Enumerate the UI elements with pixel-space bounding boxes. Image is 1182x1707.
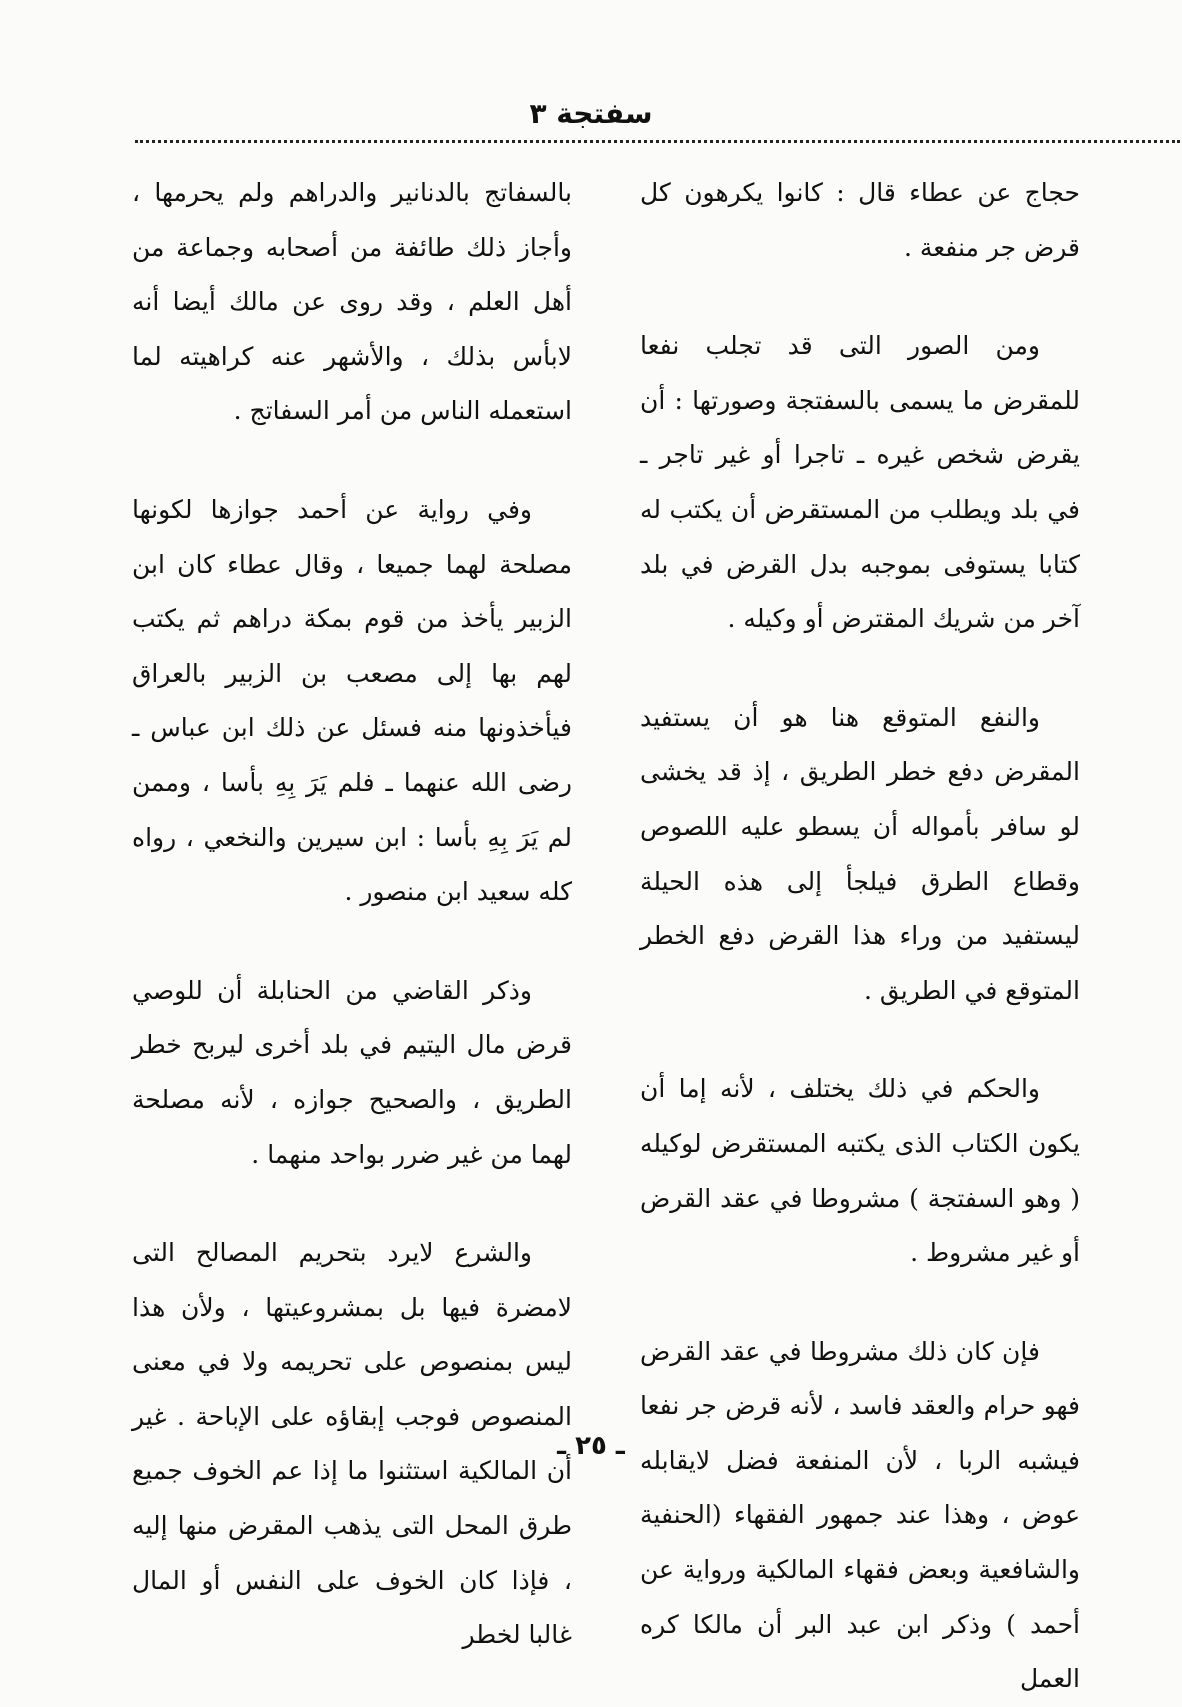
paragraph-gap	[640, 647, 1080, 691]
paragraph-left-2: وفي رواية عن أحمد جوازها لكونها مصلحة لهما جميعا ، وقال عطاء كان ابن الزبير يأخذ من قوم بمكة دراهم ثم يكتب لهم بها إلى مصعب بن الزبير بالعراق فيأخذونها منه فسئل عن ذلك ابن عباس ـ رضى الله عنهما ـ فلم يَرَ بِهِ بأسا ، وممن لم يَرَ بِهِ بأسا : ابن سيرين والنخعي ، رواه كله سعيد ابن منصور .	[132, 494, 572, 907]
paragraph-right-1: حجاج عن عطاء قال : كانوا يكرهون كل قرض جر منفعة .	[640, 178, 1080, 262]
paragraph-gap	[132, 920, 572, 964]
page-header-title: سفتجة ٣	[529, 97, 653, 130]
paragraph-gap	[132, 439, 572, 483]
paragraph-right-3: والنفع المتوقع هنا هو أن يستفيد المقرض دفع خطر الطريق ، إذ قد يخشى لو سافر بأمواله أن يسطو عليه اللصوص وقطاع الطرق فيلجأ إلى هذه الحيلة ليستفيد من وراء هذا القرض دفع الخطر المتوقع في الطريق .	[640, 702, 1080, 1005]
paragraph-right-2: ومن الصور التى قد تجلب نفعا للمقرض ما يسمى بالسفتجة وصورتها : أن يقرض شخص غيره ـ تاجرا أو غير تاجر ـ في بلد ويطلب من المستقرض أن يكتب له كتابا يستوفى بموجبه بدل القرض في بلد آخر من شريك المقترض أو وكيله .	[640, 331, 1080, 634]
paragraph-gap	[640, 1281, 1080, 1325]
paragraph-left-1: بالسفاتج بالدنانير والدراهم ولم يحرمها ، وأجاز ذلك طائفة من أصحابه وجماعة من أهل العلم ، وقد روى عن مالك أيضا أنه لابأس بذلك ، والأشهر عنه كراهيته لما استعمله الناس من أمر السفاتج .	[132, 178, 572, 426]
paragraph-gap	[132, 1182, 572, 1226]
header-dotted-rule	[135, 140, 1180, 143]
paragraph-left-3: وذكر القاضي من الحنابلة أن للوصي قرض مال اليتيم في بلد أخرى ليربح خطر الطريق ، والصحيح جوازه ، لأنه مصلحة لهما من غير ضرر بواحد منهما .	[132, 975, 572, 1169]
page-number: ـ ٢٥ ـ	[557, 1431, 625, 1461]
paragraph-left-4: والشرع لايرد بتحريم المصالح التى لامضرة فيها بل بمشروعيتها ، ولأن هذا ليس بمنصوص على تحريمه ولا في معنى المنصوص فوجب إبقاؤه على الإباحة . غير أن المالكية استثنوا ما إذا عم الخوف جميع طرق المحل التى يذهب المقرض منها إليه ، فإذا كان الخوف على النفس أو المال غالبا لخطر	[132, 1238, 572, 1650]
paragraph-right-5: فإن كان ذلك مشروطا في عقد القرض فهو حرام والعقد فاسد ، لأنه قرض جر نفعا فيشبه الربا ، لأن المنفعة فضل لايقابله عوض ، وهذا عند جمهور الفقهاء (الحنفية والشافعية وبعض فقهاء المالكية ورواية عن أحمد ) وذكر ابن عبد البر أن مالكا كره العمل	[640, 1336, 1080, 1694]
paragraph-right-4: والحكم في ذلك يختلف ، لأنه إما أن يكون الكتاب الذى يكتبه المستقرض لوكيله ( وهو السفتجة ) مشروطا في عقد القرض أو غير مشروط .	[640, 1074, 1080, 1268]
paragraph-gap	[640, 275, 1080, 319]
paragraph-gap	[640, 1018, 1080, 1062]
right-column	[640, 166, 1080, 1707]
